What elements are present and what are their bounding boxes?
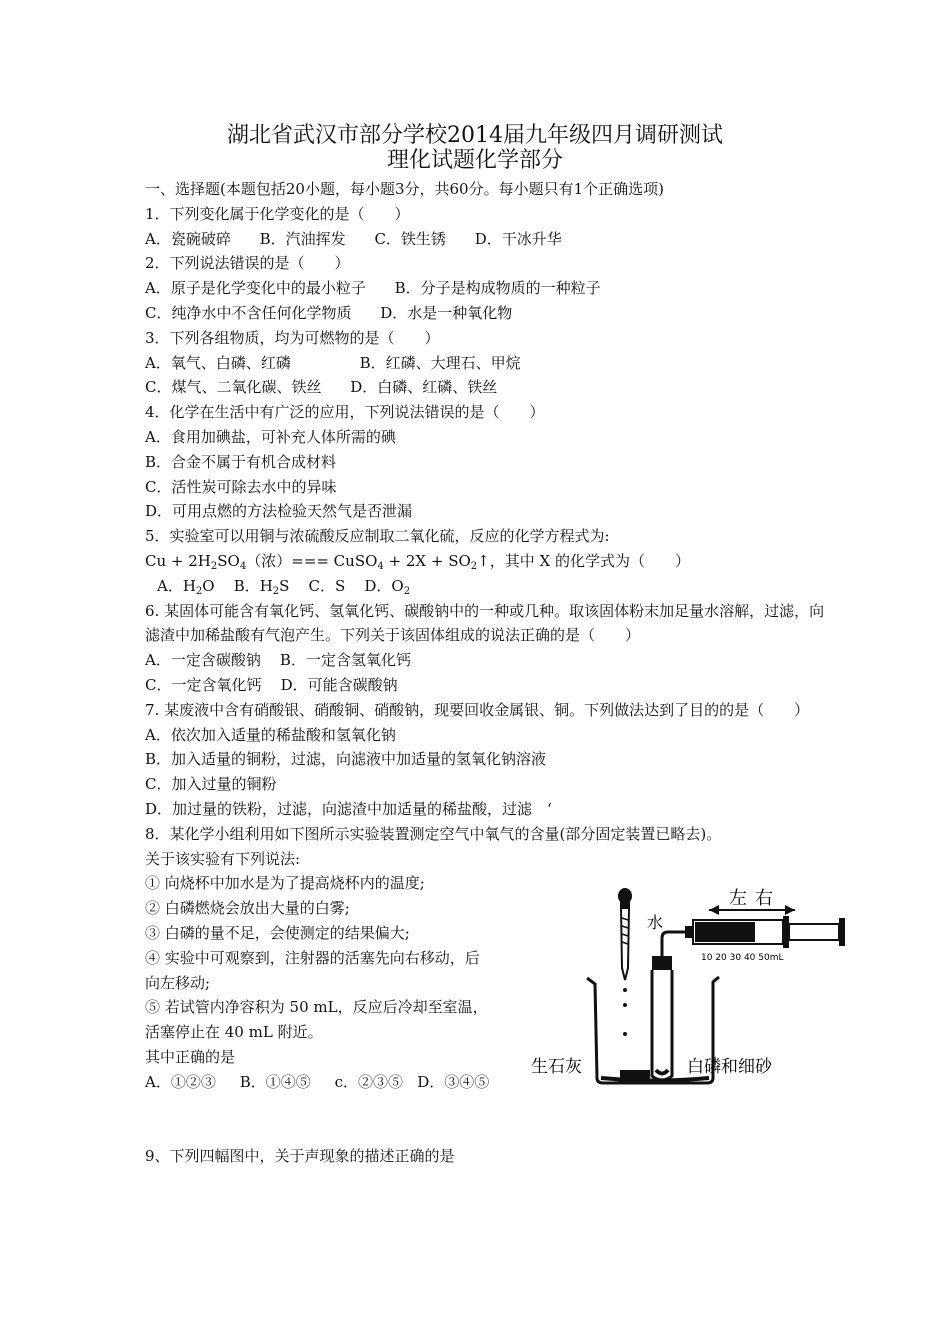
eq-part: SO xyxy=(217,551,240,570)
q6-stem: 6. 某固体可能含有氧化钙、氢氧化钙、碳酸钠中的一种或几种。取该固体粉末加足量水溶解，过滤，向滤渣中加稀盐酸有气泡产生。下列关于该固体组成的说法正确的是（ ） xyxy=(145,601,825,645)
q8-option-d: D．③④⑤ xyxy=(417,1072,490,1091)
eq-part: ↑，其中 X 的化学式为（ ） xyxy=(477,551,690,570)
q5-equation xyxy=(145,549,825,574)
exam-subtitle: 理化试题化学部分 xyxy=(386,148,563,173)
q1-option-d: D．干冰升华 xyxy=(474,229,562,248)
syringe-scale: 10 20 30 40 50mL xyxy=(701,953,784,963)
q1-option-a: A．瓷碗破碎 xyxy=(145,229,231,248)
dropper-icon xyxy=(618,888,632,1036)
q5-option-c: C．S xyxy=(308,576,346,595)
q8-statement-4b: 向左移动; xyxy=(145,973,211,992)
q3-options-cd xyxy=(145,375,825,400)
delivery-tube xyxy=(662,932,685,956)
eq-sub: 2 xyxy=(470,560,478,572)
q2-option-a: A．原子是化学变化中的最小粒子 xyxy=(145,279,366,298)
q8-statement-1: ① 向烧杯中加水是为了提高烧杯内的温度; xyxy=(145,874,425,893)
q8-statement-2: ② 白磷燃烧会放出大量的白雾; xyxy=(145,899,350,918)
apparatus-figure xyxy=(525,880,855,1095)
exam-title: 湖北省武汉市部分学校2014届九年级四月调研测试 xyxy=(227,123,723,148)
opt-sub: 2 xyxy=(272,585,280,597)
q4-stem: 4．化学在生活中有广泛的应用，下列说法错误的是（ ） xyxy=(145,403,545,422)
apparatus-diagram xyxy=(525,880,855,1095)
syringe-icon xyxy=(685,916,845,948)
q8-stem: 8．某化学小组利用如下图所示实验装置测定空气中氧气的含量(部分固定装置已略去)。 xyxy=(145,824,722,843)
q3-option-c: C．煤气、二氧化碳、铁丝 xyxy=(145,378,322,397)
opt-part: S xyxy=(279,576,290,595)
eq-part: + 2X + SO xyxy=(383,551,471,570)
q6-options-ab xyxy=(145,648,825,673)
opt-part: A．H xyxy=(157,576,196,595)
spacer xyxy=(145,1094,825,1144)
q6-option-c: C．一定含氧化钙 xyxy=(145,675,262,694)
q5-option-d xyxy=(364,577,410,595)
eq-part: Cu + 2H xyxy=(145,551,211,570)
label-right: 右 xyxy=(755,888,773,909)
q5-option-b xyxy=(234,577,290,595)
q7-option-b: B．加入适量的铜粉，过滤，向滤液中加适量的氢氧化钠溶液 xyxy=(145,750,547,769)
q7-option-c: C．加入过量的铜粉 xyxy=(145,775,277,794)
q6-options-cd xyxy=(145,673,825,698)
q8-statement-5a: ⑤ 若试管内净容积为 50 mL，反应后冷却至室温， xyxy=(145,998,488,1017)
q4-option-a: A．食用加碘盐，可补充人体所需的碘 xyxy=(145,427,396,446)
q5-option-a xyxy=(157,577,215,595)
q2-options-cd xyxy=(145,301,825,326)
q8-ask: 其中正确的是 xyxy=(145,1047,236,1066)
eq-part: （浓）=== CuSO xyxy=(246,551,378,570)
q6-option-d: D．可能含碳酸钠 xyxy=(280,675,398,694)
eq-sub: 4 xyxy=(377,560,384,572)
opt-sub: 2 xyxy=(403,585,411,597)
q1-stem: 1．下列变化属于化学变化的是（ ） xyxy=(145,204,410,223)
opt-part: O xyxy=(202,576,215,595)
q5-options xyxy=(145,574,825,599)
section-heading: 一、选择题(本题包括20小题，每小题3分，共60分。每小题只有1个正确选项) xyxy=(145,180,664,198)
q1-options xyxy=(145,227,825,252)
q3-option-d: D．白磷、红磷、铁丝 xyxy=(350,378,498,397)
q7-option-a: A．依次加入适量的稀盐酸和氢氧化钠 xyxy=(145,725,396,744)
q3-option-b: B．红磷、大理石、甲烷 xyxy=(359,353,521,372)
q2-option-c: C．纯净水中不含任何化学物质 xyxy=(145,303,352,322)
q8-option-b: B．①④⑤ xyxy=(239,1072,311,1091)
q3-options-ab xyxy=(145,351,825,376)
q6-option-a: A．一定含碳酸钠 xyxy=(145,651,261,670)
q3-option-a: A．氧气、白磷、红磷 xyxy=(145,353,291,372)
opt-sub: 2 xyxy=(195,585,203,597)
q1-option-b: B．汽油挥发 xyxy=(259,229,346,248)
q1-option-c: C．铁生锈 xyxy=(374,229,446,248)
q2-options-ab xyxy=(145,276,825,301)
eq-sub: 2 xyxy=(210,560,218,572)
q8-intro: 关于该实验有下列说法: xyxy=(145,849,301,868)
q8-statement-5b: 活塞停止在 40 mL 附近。 xyxy=(145,1023,323,1042)
eq-sub: 4 xyxy=(239,560,247,572)
q4-option-b: B．合金不属于有机合成材料 xyxy=(145,452,337,471)
label-left: 左 xyxy=(729,888,747,909)
q2-stem: 2．下列说法错误的是（ ） xyxy=(145,254,350,273)
test-tube-icon xyxy=(652,956,672,1080)
label-phosphorus: 白磷和细砂 xyxy=(687,1057,772,1077)
q7-stem: 7. 某废液中含有硝酸银、硝酸铜、硝酸钠，现要回收金属银、铜。下列做法达到了目的的是（ ） xyxy=(145,700,810,719)
q4-option-d: D．可用点燃的方法检验天然气是否泄漏 xyxy=(145,502,413,521)
q2-option-d: D．水是一种氧化物 xyxy=(380,303,513,322)
q8-option-c: c．②③⑤ xyxy=(334,1072,403,1091)
q5-stem: 5．实验室可以用铜与浓硫酸反应制取二氧化硫，反应的化学方程式为: xyxy=(145,527,610,546)
label-quicklime: 生石灰 xyxy=(531,1057,582,1077)
q9-stem: 9、下列四幅图中，关于声现象的描述正确的是 xyxy=(145,1147,455,1166)
opt-part: D．O xyxy=(364,576,404,595)
direction-arrows xyxy=(709,905,795,915)
opt-part: B．H xyxy=(233,576,273,595)
q8-statement-4a: ④ 实验中可观察到，注射器的活塞先向右移动，后 xyxy=(145,948,480,967)
q8-option-a: A．①②③ xyxy=(145,1072,216,1091)
q7-option-d: D．加过量的铁粉，过滤，向滤渣中加适量的稀盐酸，过滤 ‘ xyxy=(145,799,552,818)
q4-option-c: C．活性炭可除去水中的异味 xyxy=(145,477,337,496)
q8-statement-3: ③ 白磷的量不足，会使测定的结果偏大; xyxy=(145,923,410,942)
q3-stem: 3．下列各组物质，均为可燃物的是（ ） xyxy=(145,328,440,347)
q6-option-b: B．一定含氢氧化钙 xyxy=(279,651,411,670)
label-water: 水 xyxy=(647,913,664,932)
q2-option-b: B．分子是构成物质的一种粒子 xyxy=(394,279,601,298)
